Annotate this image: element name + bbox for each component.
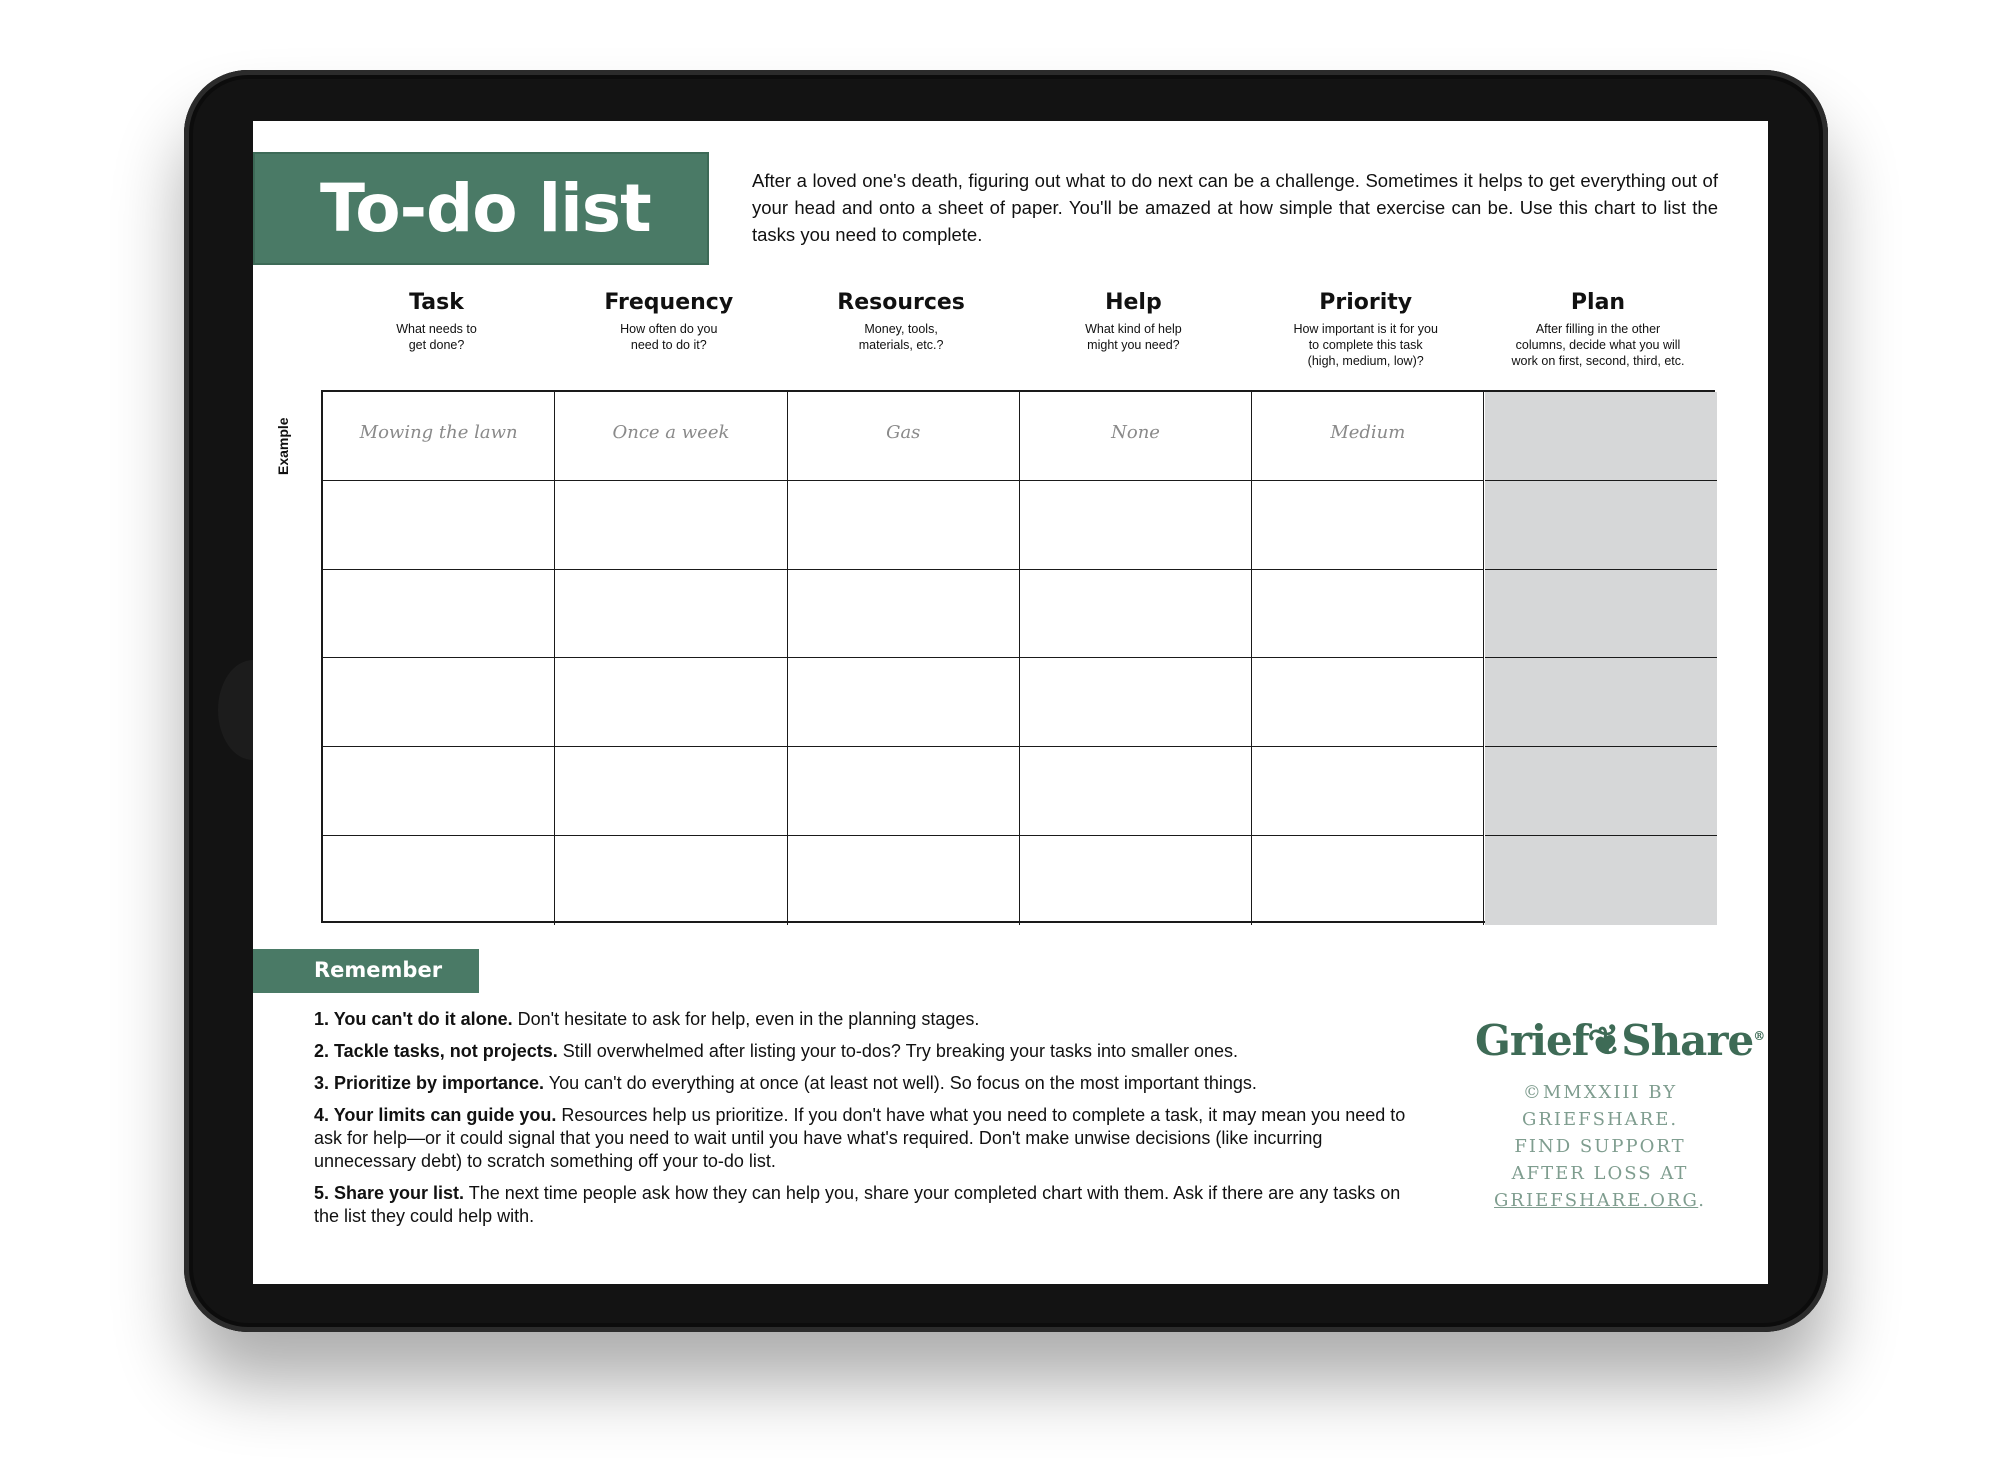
column-title: Task bbox=[409, 290, 464, 315]
copyright-notice bbox=[1475, 1079, 1725, 1214]
remember-tip: 2. Tackle tasks, not projects. Still overwhelmed after listing your to-dos? Try breaking your tasks into smaller ones. bbox=[314, 1041, 1239, 1061]
tip-lead: 3. Prioritize by importance. bbox=[314, 1073, 545, 1093]
logo-left: Grief bbox=[1475, 1016, 1589, 1065]
copyright-line: FIND SUPPORT bbox=[1514, 1136, 1686, 1157]
example-value: Medium bbox=[1330, 422, 1406, 443]
leaf-icon: ❦ bbox=[1583, 1014, 1627, 1069]
table-cell[interactable] bbox=[1252, 481, 1484, 570]
logo-right: Share bbox=[1621, 1016, 1754, 1065]
example-cell-help[interactable] bbox=[1020, 392, 1252, 481]
column-subtitle: How important is it for you to complete this task (high, medium, low)? bbox=[1293, 322, 1438, 368]
example-value: Once a week bbox=[612, 422, 730, 443]
table-cell[interactable] bbox=[323, 747, 555, 836]
page-title: To-do list bbox=[320, 170, 651, 247]
table-cell[interactable] bbox=[555, 481, 787, 570]
column-title: Help bbox=[1105, 290, 1162, 315]
example-row-label: Example bbox=[275, 417, 291, 475]
table-cell[interactable] bbox=[1020, 747, 1252, 836]
column-header-resources bbox=[786, 289, 1017, 353]
table-cell[interactable] bbox=[1020, 658, 1252, 747]
table-cell[interactable] bbox=[555, 570, 787, 659]
intro-paragraph: After a loved one's death, figuring out what to do next can be a challenge. Sometimes it helps to get everything out of your head and onto a sheet of paper. You'll be amazed at how simple that exercise can be. Use this chart to list the tasks you need to complete. bbox=[752, 170, 1718, 245]
column-subtitle: Money, tools, materials, etc.? bbox=[858, 322, 944, 352]
example-cell-priority[interactable] bbox=[1252, 392, 1484, 481]
table-cell[interactable] bbox=[788, 570, 1020, 659]
remember-heading: Remember bbox=[314, 958, 443, 982]
column-subtitle: What kind of help might you need? bbox=[1085, 322, 1182, 352]
table-cell[interactable] bbox=[1485, 836, 1717, 925]
remember-tip: 4. Your limits can guide you. Resources help us prioritize. If you don't have what you need to complete a task, it may mean you need to ask for help—or it could signal that you need to wait until you have what's required. Don't make unwise decisions (like incurring unnecessary debt) to scratch something off your to-do list. bbox=[314, 1105, 1406, 1171]
table-cell[interactable] bbox=[788, 658, 1020, 747]
table-cell[interactable] bbox=[555, 747, 787, 836]
column-subtitle: After filling in the other columns, decide what you will work on first, second, third, etc. bbox=[1511, 322, 1685, 368]
copyright-line: GRIEFSHARE. bbox=[1521, 1109, 1679, 1130]
copyright-link-line: GRIEFSHARE.ORG. bbox=[1494, 1190, 1706, 1211]
example-cell-frequency[interactable] bbox=[555, 392, 787, 481]
example-value: Mowing the lawn bbox=[359, 422, 518, 443]
column-title: Frequency bbox=[604, 290, 734, 315]
example-value: Gas bbox=[886, 422, 921, 443]
logo-wordmark bbox=[1475, 1014, 1765, 1069]
logo-registered-mark: ® bbox=[1753, 1029, 1765, 1043]
table-cell[interactable] bbox=[323, 658, 555, 747]
tip-lead: 2. Tackle tasks, not projects. bbox=[314, 1041, 558, 1061]
griefshare-link[interactable]: GRIEFSHARE.ORG bbox=[1494, 1190, 1699, 1211]
column-header-task bbox=[321, 289, 552, 353]
table-cell[interactable] bbox=[323, 481, 555, 570]
tip-lead: 5. Share your list. bbox=[314, 1183, 465, 1203]
table-cell[interactable] bbox=[1252, 836, 1484, 925]
todo-table bbox=[321, 390, 1715, 923]
table-cell[interactable] bbox=[1252, 570, 1484, 659]
table-cell[interactable] bbox=[1020, 570, 1252, 659]
column-title: Priority bbox=[1319, 290, 1413, 315]
table-cell[interactable] bbox=[788, 481, 1020, 570]
table-cell[interactable] bbox=[1485, 747, 1717, 836]
remember-banner bbox=[253, 949, 479, 993]
column-header-plan bbox=[1483, 289, 1714, 369]
column-subtitle: How often do you need to do it? bbox=[620, 322, 718, 352]
table-cell[interactable] bbox=[323, 570, 555, 659]
table-cell[interactable] bbox=[1020, 481, 1252, 570]
column-header-frequency bbox=[553, 289, 784, 353]
column-title: Resources bbox=[837, 290, 965, 315]
table-cell[interactable] bbox=[555, 836, 787, 925]
table-cell[interactable] bbox=[1252, 658, 1484, 747]
example-cell-task[interactable] bbox=[323, 392, 555, 481]
tip-lead: 4. Your limits can guide you. bbox=[314, 1105, 557, 1125]
example-value: None bbox=[1111, 422, 1160, 443]
remember-tip: 3. Prioritize by importance. You can't do everything at once (at least not well). So focus on the most important things. bbox=[314, 1073, 1257, 1093]
table-cell[interactable] bbox=[1485, 570, 1717, 659]
copyright-line: AFTER LOSS AT bbox=[1511, 1163, 1689, 1184]
column-header-priority bbox=[1250, 289, 1481, 369]
column-subtitle: What needs to get done? bbox=[396, 322, 477, 352]
table-cell[interactable] bbox=[555, 658, 787, 747]
copyright-line: ©MMXXIII BY bbox=[1522, 1082, 1678, 1103]
remember-tip: 1. You can't do it alone. Don't hesitate to ask for help, even in the planning stages. bbox=[314, 1009, 980, 1029]
worksheet-page bbox=[253, 121, 1768, 1284]
column-header-help bbox=[1018, 289, 1249, 353]
title-banner bbox=[253, 152, 709, 265]
column-title: Plan bbox=[1570, 290, 1626, 315]
remember-tips bbox=[314, 1008, 1419, 1237]
example-cell-plan[interactable] bbox=[1485, 392, 1717, 481]
griefshare-logo bbox=[1475, 1014, 1765, 1214]
example-cell-resources[interactable] bbox=[788, 392, 1020, 481]
table-cell[interactable] bbox=[1485, 658, 1717, 747]
table-cell[interactable] bbox=[788, 836, 1020, 925]
table-cell[interactable] bbox=[788, 747, 1020, 836]
remember-tip: 5. Share your list. The next time people ask how they can help you, share your completed chart with them. Ask if there are any tasks on the list they could help with. bbox=[314, 1183, 1401, 1226]
table-cell[interactable] bbox=[1485, 481, 1717, 570]
tip-lead: 1. You can't do it alone. bbox=[314, 1009, 513, 1029]
table-cell[interactable] bbox=[323, 836, 555, 925]
table-cell[interactable] bbox=[1020, 836, 1252, 925]
table-cell[interactable] bbox=[1252, 747, 1484, 836]
